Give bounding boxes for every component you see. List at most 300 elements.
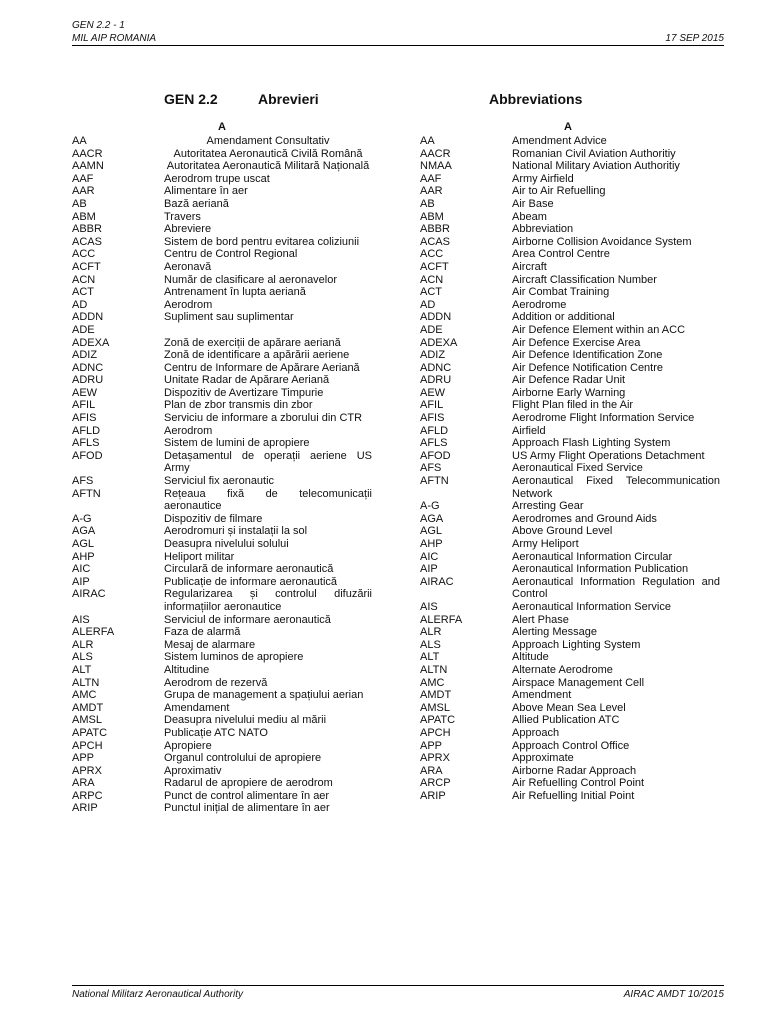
abbreviation-entry — [72, 651, 372, 664]
abbreviation-code: ARIP — [72, 802, 98, 815]
abbreviation-definition: Punctul inițial de alimentare în aer — [164, 802, 330, 815]
abbreviation-code: APATC — [420, 714, 456, 727]
abbreviation-entry — [420, 551, 720, 564]
abbreviation-entry — [420, 462, 720, 475]
abbreviation-code: A-G — [72, 512, 92, 525]
abbreviation-entry — [72, 399, 372, 412]
abbreviation-definition: Dispozitiv de Avertizare Timpurie — [164, 386, 324, 399]
abbreviation-entry — [420, 374, 720, 387]
abbreviation-definition: Aeronavă — [164, 260, 212, 273]
abbreviation-code: ALT — [72, 663, 92, 676]
abbreviation-code: AFLS — [420, 437, 448, 450]
abbreviation-definition: Grupa de management a spațiului aerian — [164, 689, 364, 702]
abbreviation-entry — [72, 727, 372, 740]
abbreviation-definition: Airborne Collision Avoidance System — [512, 235, 692, 248]
abbreviation-definition: Romanian Civil Aviation Authoritiy — [512, 147, 676, 160]
abbreviation-code: AFIL — [72, 399, 96, 412]
abbreviation-definition: Număr de clasificare al aeronavelor — [164, 273, 338, 286]
abbreviation-code: AMDT — [72, 701, 104, 714]
abbreviation-entry — [420, 362, 720, 375]
abbreviation-code: AFOD — [420, 449, 451, 462]
abbreviation-definition: Aerodrome — [512, 298, 567, 311]
abbreviation-code: AIS — [72, 613, 90, 626]
abbreviation-entry — [420, 563, 720, 576]
abbreviation-code: AEW — [420, 386, 446, 399]
abbreviation-entry — [72, 702, 372, 715]
abbreviation-entry — [420, 299, 720, 312]
abbreviation-code: ADNC — [72, 361, 104, 374]
abbreviation-entry — [72, 248, 372, 261]
abbreviation-definition: Abeam — [512, 210, 547, 223]
abbreviation-entry — [72, 588, 372, 613]
abbreviation-entry — [420, 311, 720, 324]
abbreviation-code: ADNC — [420, 361, 452, 374]
abbreviation-code: AIRAC — [72, 588, 106, 601]
abbreviation-definition: Autoritatea Aeronautică Militară Națională — [166, 160, 370, 173]
abbreviation-definition: Arresting Gear — [512, 500, 584, 513]
abbreviation-definition: Airborne Radar Approach — [512, 764, 637, 777]
section-title-romanian: Abrevieri — [258, 91, 319, 107]
abbreviation-entry — [72, 563, 372, 576]
abbreviation-code: ACT — [72, 286, 94, 299]
abbreviation-code: ACT — [420, 286, 442, 299]
abbreviation-definition: Unitate Radar de Apărare Aeriană — [164, 374, 330, 387]
footer-amendment: AIRAC AMDT 10/2015 — [623, 989, 724, 1000]
abbreviation-definition: Aeronautical Information Service — [512, 600, 671, 613]
abbreviation-definition: US Army Flight Operations Detachment — [512, 449, 705, 462]
abbreviation-definition: Faza de alarmă — [164, 626, 241, 639]
abbreviation-entry — [420, 286, 720, 299]
abbreviation-code: ALTN — [72, 676, 100, 689]
romanian-abbreviation-list — [72, 135, 372, 815]
abbreviation-code: AAMN — [72, 160, 104, 173]
abbreviation-definition: Centru de Control Regional — [164, 248, 298, 261]
abbreviation-definition: Detașamentul de operații aeriene US Army — [164, 449, 372, 475]
abbreviation-code: ARA — [72, 777, 95, 790]
abbreviation-code: APCH — [420, 726, 451, 739]
abbreviation-code: AD — [420, 298, 436, 311]
header-publication: MIL AIP ROMANIA — [72, 33, 157, 44]
abbreviation-entry — [420, 689, 720, 702]
abbreviation-code: AFS — [72, 475, 94, 488]
abbreviation-code: ALTN — [420, 663, 448, 676]
abbreviation-definition: Regularizarea și controlul difuzării informațiilor aeronautice — [164, 588, 372, 613]
abbreviation-entry — [72, 223, 372, 236]
abbreviation-code: AHP — [72, 550, 95, 563]
abbreviation-code: ADDN — [72, 311, 104, 324]
section-title-code: GEN 2.2 — [164, 91, 218, 107]
abbreviation-entry — [420, 135, 720, 148]
abbreviation-entry — [420, 677, 720, 690]
abbreviation-definition: Army Heliport — [512, 538, 579, 550]
abbreviation-code: ACAS — [420, 235, 450, 248]
abbreviation-code: ABBR — [420, 223, 450, 236]
abbreviation-definition: National Military Aviation Authoritiy — [512, 160, 680, 173]
abbreviation-definition: Zonă de exerciții de apărare aeriană — [164, 336, 341, 349]
abbreviation-entry — [72, 802, 372, 815]
abbreviation-definition: Aerodromuri și instalații la sol — [164, 525, 308, 538]
abbreviation-entry — [420, 274, 720, 287]
abbreviation-entry — [420, 475, 720, 500]
abbreviation-definition: Aerodrom trupe uscat — [164, 172, 270, 185]
abbreviation-code: AFLD — [72, 424, 101, 437]
abbreviation-code: AMSL — [72, 714, 102, 727]
abbreviation-entry — [72, 148, 372, 161]
abbreviation-definition: Approach Control Office — [512, 739, 630, 752]
abbreviation-definition: Radarul de apropiere de aerodrom — [164, 777, 333, 790]
abbreviation-code: ALT — [420, 651, 440, 664]
abbreviation-code: ALS — [420, 638, 441, 651]
abbreviation-definition: Aeronautical Information Regulation and Control — [512, 575, 720, 601]
abbreviation-definition: Bază aeriană — [164, 197, 229, 210]
abbreviation-code: AD — [72, 298, 88, 311]
abbreviation-entry — [72, 173, 372, 186]
abbreviation-definition: Aeronautical Fixed Service — [512, 462, 643, 475]
abbreviation-code: APRX — [420, 752, 450, 765]
abbreviation-code: AGL — [72, 538, 95, 550]
abbreviation-definition: Alert Phase — [512, 613, 569, 626]
abbreviation-code: ADDN — [420, 311, 452, 324]
abbreviation-code: ABM — [72, 210, 96, 223]
abbreviation-definition: Serviciul fix aeronautic — [164, 475, 275, 488]
abbreviation-definition: Area Control Centre — [512, 248, 610, 261]
abbreviation-definition: Alimentare în aer — [164, 185, 248, 198]
abbreviation-definition: Centru de Informare de Apărare Aeriană — [164, 361, 360, 374]
abbreviation-definition: Air to Air Refuelling — [512, 185, 606, 198]
abbreviation-code: AFLS — [72, 437, 100, 450]
abbreviation-code: AIP — [420, 563, 438, 576]
abbreviation-entry — [72, 412, 372, 425]
abbreviation-definition: Travers — [164, 210, 201, 223]
abbreviation-entry — [420, 651, 720, 664]
abbreviation-entry — [420, 261, 720, 274]
abbreviation-entry — [420, 450, 720, 463]
abbreviation-definition: Air Defence Radar Unit — [512, 374, 626, 387]
abbreviation-definition — [164, 324, 372, 337]
abbreviation-entry — [72, 765, 372, 778]
abbreviation-definition: Antrenament în lupta aeriană — [164, 286, 306, 299]
abbreviation-code: AB — [420, 197, 435, 210]
abbreviation-entry — [72, 185, 372, 198]
abbreviation-code: ALERFA — [72, 626, 115, 639]
abbreviation-code: AIS — [420, 600, 438, 613]
english-abbreviation-list — [420, 135, 720, 802]
abbreviation-entry — [420, 639, 720, 652]
abbreviation-entry — [72, 626, 372, 639]
abbreviation-code: ABM — [420, 210, 444, 223]
abbreviation-entry — [72, 525, 372, 538]
abbreviation-code: AMC — [72, 689, 97, 702]
abbreviation-definition: Abreviere — [164, 223, 212, 236]
abbreviation-code: AA — [420, 135, 435, 147]
abbreviation-entry — [420, 614, 720, 627]
abbreviation-entry — [420, 790, 720, 803]
abbreviation-code: AEW — [72, 386, 98, 399]
abbreviation-code: ALR — [420, 626, 442, 639]
abbreviation-definition: Serviciu de informare a zborului din CTR — [164, 412, 363, 425]
abbreviation-definition: Airfield — [512, 424, 546, 437]
abbreviation-entry — [72, 311, 372, 324]
abbreviation-code: AACR — [72, 147, 103, 160]
abbreviation-definition: Aerodrom — [164, 424, 213, 437]
abbreviation-definition: Aircraft — [512, 260, 547, 273]
abbreviation-code: A-G — [420, 500, 440, 513]
abbreviation-entry — [420, 702, 720, 715]
abbreviation-definition: Apropiere — [164, 739, 212, 752]
abbreviation-definition: Alerting Message — [512, 626, 597, 639]
abbreviation-code: AFS — [420, 462, 442, 475]
abbreviation-entry — [420, 399, 720, 412]
abbreviation-entry — [420, 160, 720, 173]
abbreviation-definition: Air Defence Element within an ACC — [512, 323, 686, 336]
abbreviation-code: APP — [72, 752, 95, 765]
abbreviation-definition: Heliport militar — [164, 550, 235, 563]
abbreviation-code: ALR — [72, 638, 94, 651]
abbreviation-definition: Sistem de lumini de apropiere — [164, 437, 310, 450]
abbreviation-entry — [72, 551, 372, 564]
abbreviation-definition: Aerodrome Flight Information Service — [512, 412, 695, 425]
abbreviation-entry — [72, 450, 372, 475]
letter-heading-english: A — [564, 121, 572, 133]
abbreviation-code: AIC — [72, 563, 91, 576]
abbreviation-entry — [420, 576, 720, 601]
abbreviation-definition: Rețeaua fixă de telecomunicații aeronautice — [164, 487, 372, 513]
abbreviation-entry — [72, 261, 372, 274]
abbreviation-code: AFOD — [72, 449, 103, 462]
abbreviation-entry — [72, 777, 372, 790]
letter-heading-romanian: A — [218, 121, 226, 133]
abbreviation-definition: Publicație ATC NATO — [164, 726, 268, 739]
abbreviation-code: ADRU — [420, 374, 452, 387]
abbreviation-definition: Aeronautical Fixed Telecommunication Network — [512, 475, 720, 500]
abbreviation-entry — [72, 475, 372, 488]
abbreviation-definition: Air Defence Notification Centre — [512, 361, 664, 374]
abbreviation-definition: Allied Publication ATC — [512, 714, 620, 727]
abbreviation-definition: Amendament — [164, 701, 230, 714]
abbreviation-entry — [420, 513, 720, 526]
abbreviation-definition: Circulară de informare aeronautică — [164, 563, 334, 576]
abbreviation-definition: Aproximativ — [164, 764, 222, 777]
abbreviation-entry — [72, 324, 372, 337]
abbreviation-definition: Supliment sau suplimentar — [164, 311, 294, 324]
abbreviation-code: ARCP — [420, 777, 451, 790]
abbreviation-entry — [72, 740, 372, 753]
abbreviation-code: ARA — [420, 764, 443, 777]
abbreviation-definition: Sistem de bord pentru evitarea coliziunii — [164, 235, 360, 248]
abbreviation-definition: Serviciul de informare aeronautică — [164, 613, 331, 626]
abbreviation-entry — [420, 765, 720, 778]
abbreviation-entry — [72, 576, 372, 589]
footer — [72, 989, 724, 1000]
abbreviation-entry — [72, 677, 372, 690]
abbreviation-entry — [420, 148, 720, 161]
abbreviation-definition: Dispozitiv de filmare — [164, 512, 263, 525]
abbreviation-entry — [420, 337, 720, 350]
abbreviation-definition: Deasupra nivelului solului — [164, 538, 289, 550]
abbreviation-definition: Addition or additional — [512, 311, 615, 324]
abbreviation-code: AIRAC — [420, 575, 454, 588]
abbreviation-definition: Aeronautical Information Circular — [512, 550, 673, 563]
footer-rule — [72, 985, 724, 986]
abbreviation-definition: Approach Flash Lighting System — [512, 437, 671, 450]
abbreviation-code: AMSL — [420, 701, 450, 714]
abbreviation-entry — [420, 740, 720, 753]
abbreviation-definition: Amendment — [512, 689, 572, 702]
abbreviation-entry — [420, 425, 720, 438]
abbreviation-entry — [72, 437, 372, 450]
abbreviation-definition: Plan de zbor transmis din zbor — [164, 399, 313, 412]
abbreviation-code: AIC — [420, 550, 439, 563]
abbreviation-entry — [72, 374, 372, 387]
abbreviation-code: ACN — [72, 273, 96, 286]
abbreviation-code: ADEXA — [72, 336, 110, 349]
abbreviation-code: AFIS — [72, 412, 97, 425]
abbreviation-entry — [72, 236, 372, 249]
abbreviation-code: AFTN — [72, 487, 101, 500]
abbreviation-code: ACC — [420, 248, 444, 261]
abbreviation-entry — [72, 135, 372, 148]
abbreviation-code: ACN — [420, 273, 444, 286]
abbreviation-definition: Amendment Advice — [512, 135, 607, 147]
abbreviation-code: AFTN — [420, 475, 449, 488]
header-section-code: GEN 2.2 - 1 — [72, 20, 125, 31]
abbreviation-definition: Aerodrom — [164, 298, 213, 311]
abbreviation-code: NMAA — [420, 160, 452, 173]
abbreviation-definition: Abbreviation — [512, 223, 574, 236]
footer-authority: National Militarz Aeronautical Authority — [72, 989, 244, 1000]
abbreviation-entry — [72, 211, 372, 224]
abbreviation-entry — [420, 387, 720, 400]
abbreviation-entry — [420, 538, 720, 551]
abbreviation-code: ARIP — [420, 789, 446, 802]
abbreviation-code: AFIS — [420, 412, 445, 425]
abbreviation-code: ADE — [420, 323, 443, 336]
abbreviation-entry — [72, 488, 372, 513]
abbreviation-entry — [72, 538, 372, 551]
abbreviation-entry — [72, 387, 372, 400]
abbreviation-entry — [420, 752, 720, 765]
abbreviation-code: ALERFA — [420, 613, 463, 626]
header-rule — [72, 45, 724, 46]
abbreviation-entry — [72, 160, 372, 173]
abbreviation-code: ACAS — [72, 235, 102, 248]
abbreviation-entry — [420, 198, 720, 211]
abbreviation-code: APRX — [72, 764, 102, 777]
abbreviation-code: ADRU — [72, 374, 104, 387]
abbreviation-code: AGA — [420, 512, 444, 525]
abbreviation-definition: Alternate Aerodrome — [512, 663, 613, 676]
abbreviation-entry — [72, 274, 372, 287]
abbreviation-entry — [420, 211, 720, 224]
abbreviation-code: ACC — [72, 248, 96, 261]
abbreviation-entry — [420, 525, 720, 538]
abbreviation-definition: Air Refuelling Control Point — [512, 777, 645, 790]
abbreviation-code: AMC — [420, 676, 445, 689]
abbreviation-definition: Altitude — [512, 651, 549, 664]
abbreviation-code: ADIZ — [72, 349, 98, 362]
abbreviation-code: AACR — [420, 147, 451, 160]
abbreviation-entry — [72, 198, 372, 211]
abbreviation-definition: Zonă de identificare a apărării aeriene — [164, 349, 350, 362]
abbreviation-code: ARPC — [72, 789, 103, 802]
abbreviation-entry — [420, 412, 720, 425]
abbreviation-definition: Flight Plan filed in the Air — [512, 399, 634, 412]
abbreviation-entry — [72, 513, 372, 526]
abbreviation-code: AGL — [420, 525, 443, 538]
header-publication-row — [72, 33, 724, 44]
abbreviation-code: AA — [72, 135, 87, 147]
abbreviation-code: AHP — [420, 538, 443, 550]
abbreviation-entry — [420, 601, 720, 614]
abbreviation-entry — [420, 664, 720, 677]
abbreviation-definition: Airborne Early Warning — [512, 386, 626, 399]
abbreviation-definition: Autoritatea Aeronautică Civilă Română — [173, 147, 363, 160]
abbreviation-code: ADEXA — [420, 336, 458, 349]
abbreviation-entry — [420, 777, 720, 790]
abbreviation-entry — [420, 727, 720, 740]
abbreviation-code: AAR — [420, 185, 443, 198]
abbreviation-entry — [420, 248, 720, 261]
abbreviation-definition: Approach — [512, 726, 560, 739]
abbreviation-entry — [72, 639, 372, 652]
abbreviation-definition: Air Refuelling Initial Point — [512, 789, 635, 802]
abbreviation-entry — [420, 324, 720, 337]
abbreviation-code: AAR — [72, 185, 95, 198]
abbreviation-entry — [420, 223, 720, 236]
abbreviation-definition: Aeronautical Information Publication — [512, 563, 689, 576]
header-date: 17 SEP 2015 — [665, 33, 724, 44]
abbreviation-entry — [420, 500, 720, 513]
abbreviation-definition: Army Airfield — [512, 172, 574, 185]
abbreviation-code: AAF — [72, 172, 94, 185]
abbreviation-definition: Amendament Consultativ — [206, 135, 330, 147]
abbreviation-definition: Publicație de informare aeronautică — [164, 575, 338, 588]
abbreviation-definition: Aerodrom de rezervă — [164, 676, 268, 689]
abbreviation-entry — [72, 714, 372, 727]
abbreviation-code: APCH — [72, 739, 103, 752]
abbreviation-definition: Air Defence Identification Zone — [512, 349, 663, 362]
abbreviation-code: AGA — [72, 525, 96, 538]
abbreviation-code: AB — [72, 197, 87, 210]
abbreviation-entry — [420, 173, 720, 186]
abbreviation-definition: Sistem luminos de apropiere — [164, 651, 304, 664]
abbreviation-code: AIP — [72, 575, 90, 588]
abbreviation-definition: Mesaj de alarmare — [164, 638, 256, 651]
abbreviation-code: ABBR — [72, 223, 102, 236]
abbreviation-code: AFLD — [420, 424, 449, 437]
abbreviation-definition: Organul controlului de apropiere — [164, 752, 322, 765]
abbreviation-entry — [72, 664, 372, 677]
abbreviation-code: ACFT — [420, 260, 449, 273]
abbreviation-entry — [72, 362, 372, 375]
abbreviation-code: APATC — [72, 726, 108, 739]
abbreviation-entry — [420, 349, 720, 362]
abbreviation-entry — [420, 437, 720, 450]
abbreviation-code: ADE — [72, 323, 95, 336]
abbreviation-entry — [72, 425, 372, 438]
abbreviation-definition: Aerodromes and Ground Aids — [512, 512, 657, 525]
abbreviation-code: ADIZ — [420, 349, 446, 362]
abbreviation-definition: Air Defence Exercise Area — [512, 336, 641, 349]
abbreviation-entry — [420, 626, 720, 639]
section-title-english: Abbreviations — [489, 91, 583, 107]
abbreviation-entry — [72, 349, 372, 362]
abbreviation-definition: Punct de control alimentare în aer — [164, 789, 330, 802]
abbreviation-definition: Approach Lighting System — [512, 638, 641, 651]
abbreviation-entry — [72, 689, 372, 702]
abbreviation-definition: Air Combat Training — [512, 286, 610, 299]
abbreviation-definition: Air Base — [512, 197, 554, 210]
